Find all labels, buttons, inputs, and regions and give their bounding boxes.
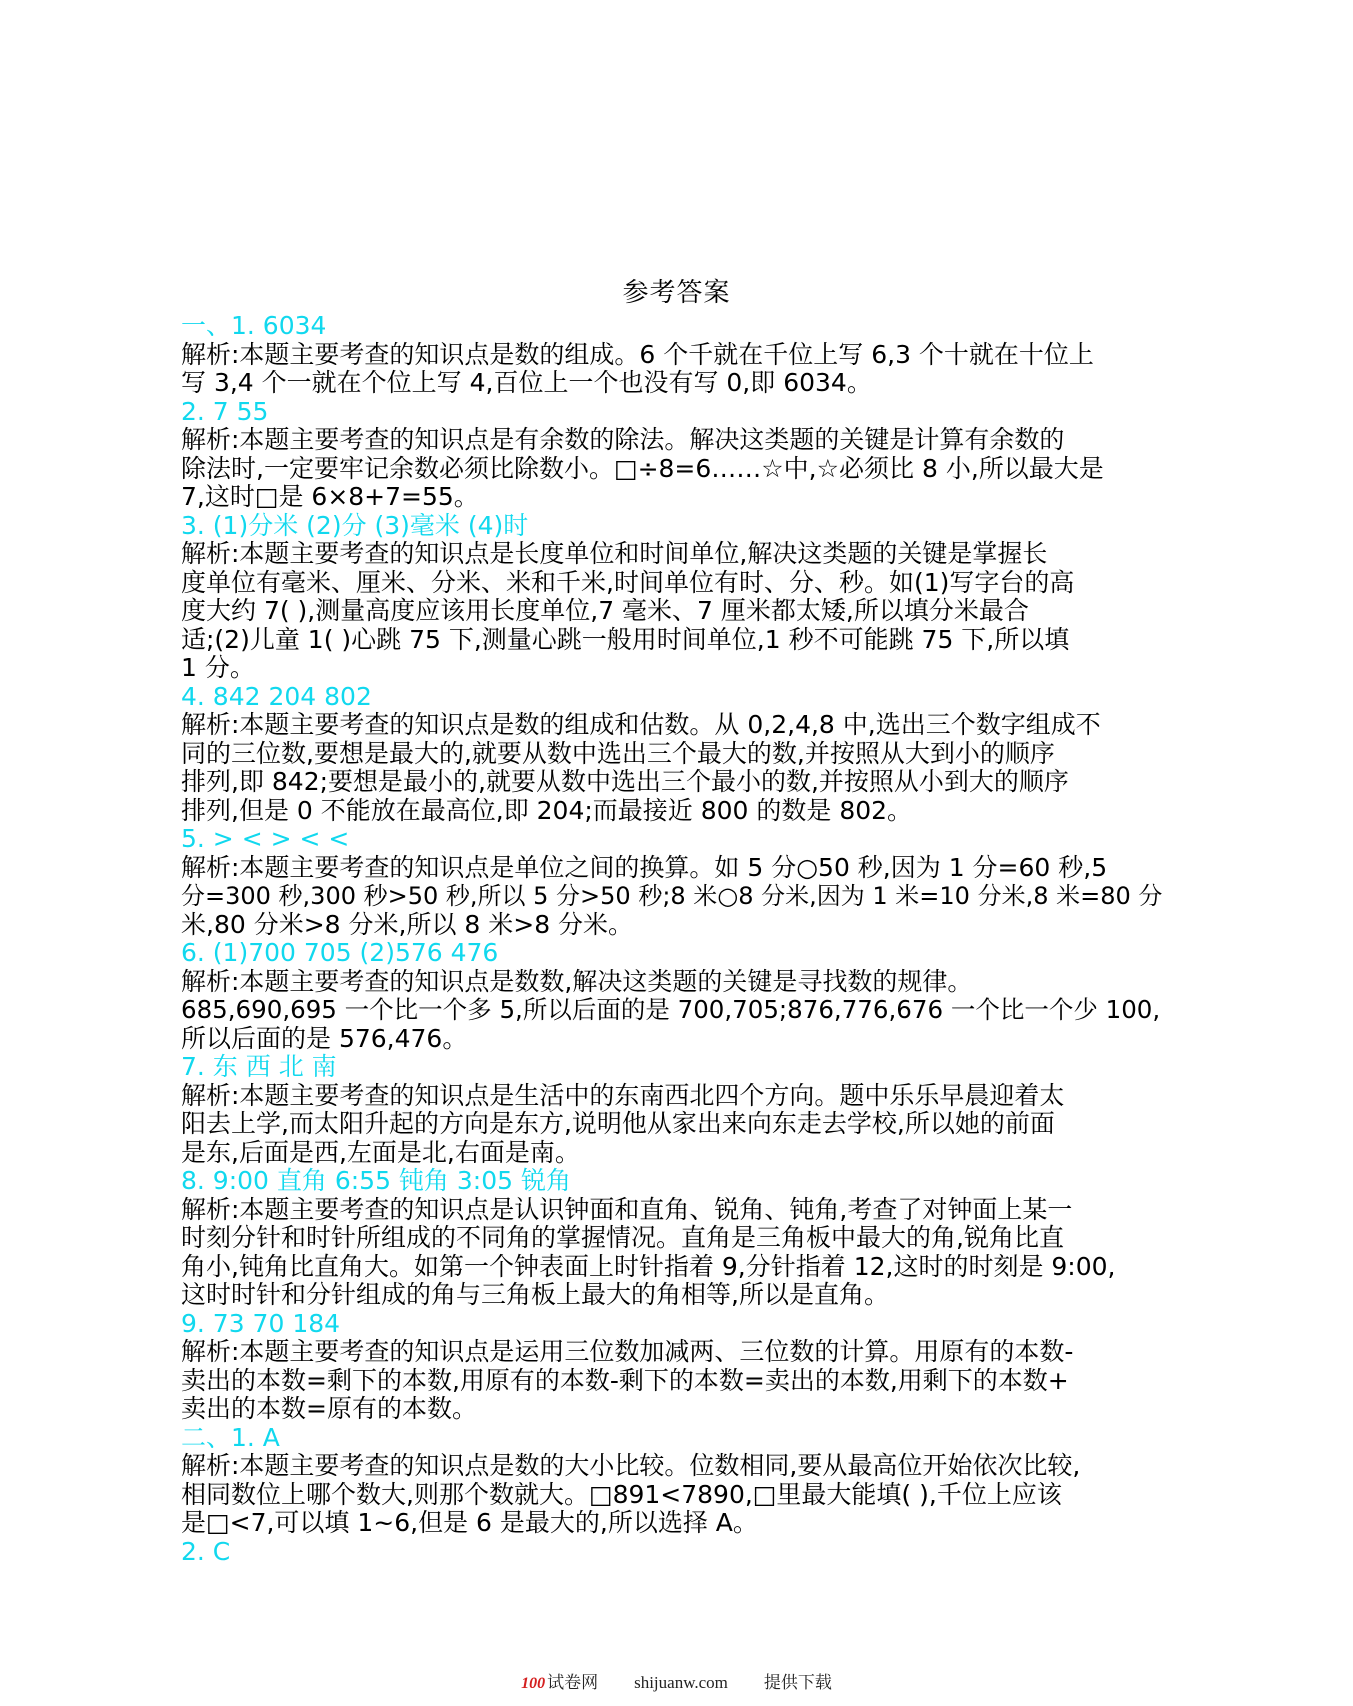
explanation-line: 解析:本题主要考查的知识点是数数,解决这类题的关键是寻找数的规律。 xyxy=(181,966,973,996)
explanation-line: 解析:本题主要考查的知识点是运用三位数加减两、三位数的计算。用原有的本数- xyxy=(181,1337,1074,1366)
answer-line: 5. > < > < < xyxy=(181,824,350,853)
explanation-line: 这时时针和分针组成的角与三角板上最大的角相等,所以是直角。 xyxy=(181,1280,889,1309)
site-logo: 100 xyxy=(521,1675,546,1692)
footer-provided: 提供下载 xyxy=(763,1673,832,1692)
explanation-line: 解析:本题主要考查的知识点是数的大小比较。位数相同,要从最高位开始依次比较, xyxy=(181,1451,1081,1480)
answer-line: 二、1. A xyxy=(181,1422,280,1452)
explanation-line: 所以后面的是 576,476。 xyxy=(181,1023,468,1053)
explanation-line: 度大约 7( ),测量高度应该用长度单位,7 毫米、7 厘米都太矮,所以填分米最合 xyxy=(181,596,1029,625)
answer-line: 2. C xyxy=(181,1536,231,1566)
footer-url[interactable]: shijuanw.com xyxy=(634,1673,728,1692)
explanation-line: 排列,但是 0 不能放在最高位,即 204;而最接近 800 的数是 802。 xyxy=(181,795,913,825)
answer-line: 6. (1)700 705 (2)576 476 xyxy=(181,938,499,967)
answer-content xyxy=(181,312,1177,1566)
explanation-line: 排列,即 842;要想是最小的,就要从数中选出三个最小的数,并按照从小到大的顺序 xyxy=(181,767,1069,796)
explanation-line: 度单位有毫米、厘米、分米、米和千米,时间单位有时、分、秒。如(1)写字台的高 xyxy=(181,567,1075,597)
answer-line: 4. 842 204 802 xyxy=(181,681,372,711)
explanation-line: 1 分。 xyxy=(181,653,255,682)
answer-line: 9. 73 70 184 xyxy=(181,1308,341,1338)
explanation-line: 相同数位上哪个数大,则那个数就大。□891<7890,□里最大能填( ),千位上应该 xyxy=(181,1479,1062,1509)
explanation-line: 同的三位数,要想是最大的,就要从数中选出三个最大的数,并按照从大到小的顺序 xyxy=(181,738,1055,768)
answer-line: 3. (1)分米 (2)分 (3)毫米 (4)时 xyxy=(181,510,529,540)
explanation-line: 解析:本题主要考查的知识点是生活中的东南西北四个方向。题中乐乐早晨迎着太 xyxy=(181,1080,1065,1110)
explanation-line: 是东,后面是西,左面是北,右面是南。 xyxy=(181,1137,580,1167)
answer-line: 2. 7 55 xyxy=(181,396,269,426)
explanation-line: 解析:本题主要考查的知识点是长度单位和时间单位,解决这类题的关键是掌握长 xyxy=(181,539,1048,568)
explanation-line: 除法时,一定要牢记余数必须比除数小。□÷8=6……☆中,☆必须比 8 小,所以最大是 xyxy=(181,453,1104,483)
page-footer xyxy=(0,1672,1353,1695)
explanation-line: 角小,钝角比直角大。如第一个钟表面上时针指着 9,分针指着 12,这时的时刻是 9:00, xyxy=(181,1251,1116,1281)
explanation-line: 写 3,4 个一就在个位上写 4,百位上一个也没有写 0,即 6034。 xyxy=(181,368,872,397)
explanation-line: 卖出的本数=剩下的本数,用原有的本数-剩下的本数=卖出的本数,用剩下的本数+ xyxy=(181,1365,1069,1395)
explanation-line: 适;(2)儿童 1( )心跳 75 下,测量心跳一般用时间单位,1 秒不可能跳 75 下,所以填 xyxy=(181,624,1070,654)
explanation-line: 685,690,695 一个比一个多 5,所以后面的是 700,705;876,776,676 一个比一个少 100, xyxy=(181,995,1161,1024)
explanation-line: 解析:本题主要考查的知识点是数的组成。6 个千就在千位上写 6,3 个十就在十位上 xyxy=(181,339,1094,369)
answer-line: 7. 东 西 北 南 xyxy=(181,1052,337,1081)
explanation-line: 分=300 秒,300 秒>50 秒,所以 5 分>50 秒;8 米○8 分米,因为 1 米=10 分米,8 米=80 分 xyxy=(181,882,1163,910)
explanation-line: 解析:本题主要考查的知识点是有余数的除法。解决这类题的关键是计算有余数的 xyxy=(181,425,1065,454)
explanation-line: 阳去上学,而太阳升起的方向是东方,说明他从家出来向东走去学校,所以她的前面 xyxy=(181,1109,1055,1138)
explanation-line: 米,80 分米>8 分米,所以 8 米>8 分米。 xyxy=(181,909,634,939)
explanation-line: 7,这时□是 6×8+7=55。 xyxy=(181,482,479,511)
explanation-line: 解析:本题主要考查的知识点是认识钟面和直角、锐角、钝角,考查了对钟面上某一 xyxy=(181,1194,1073,1224)
page-title: 参考答案 xyxy=(622,278,731,308)
explanation-line: 时刻分针和时针所组成的不同角的掌握情况。直角是三角板中最大的角,锐角比直 xyxy=(181,1223,1064,1252)
footer-site-name: 试卷网 xyxy=(547,1673,599,1692)
explanation-line: 解析:本题主要考查的知识点是数的组成和估数。从 0,2,4,8 中,选出三个数字组成不 xyxy=(181,710,1101,739)
explanation-line: 解析:本题主要考查的知识点是单位之间的换算。如 5 分○50 秒,因为 1 分=60 秒,5 xyxy=(181,852,1108,882)
explanation-line: 是□<7,可以填 1~6,但是 6 是最大的,所以选择 A。 xyxy=(181,1508,758,1537)
explanation-line: 卖出的本数=原有的本数。 xyxy=(181,1394,477,1423)
answer-line: 8. 9:00 直角 6:55 钝角 3:05 锐角 xyxy=(181,1166,571,1195)
answer-line: 一、1. 6034 xyxy=(181,311,327,340)
